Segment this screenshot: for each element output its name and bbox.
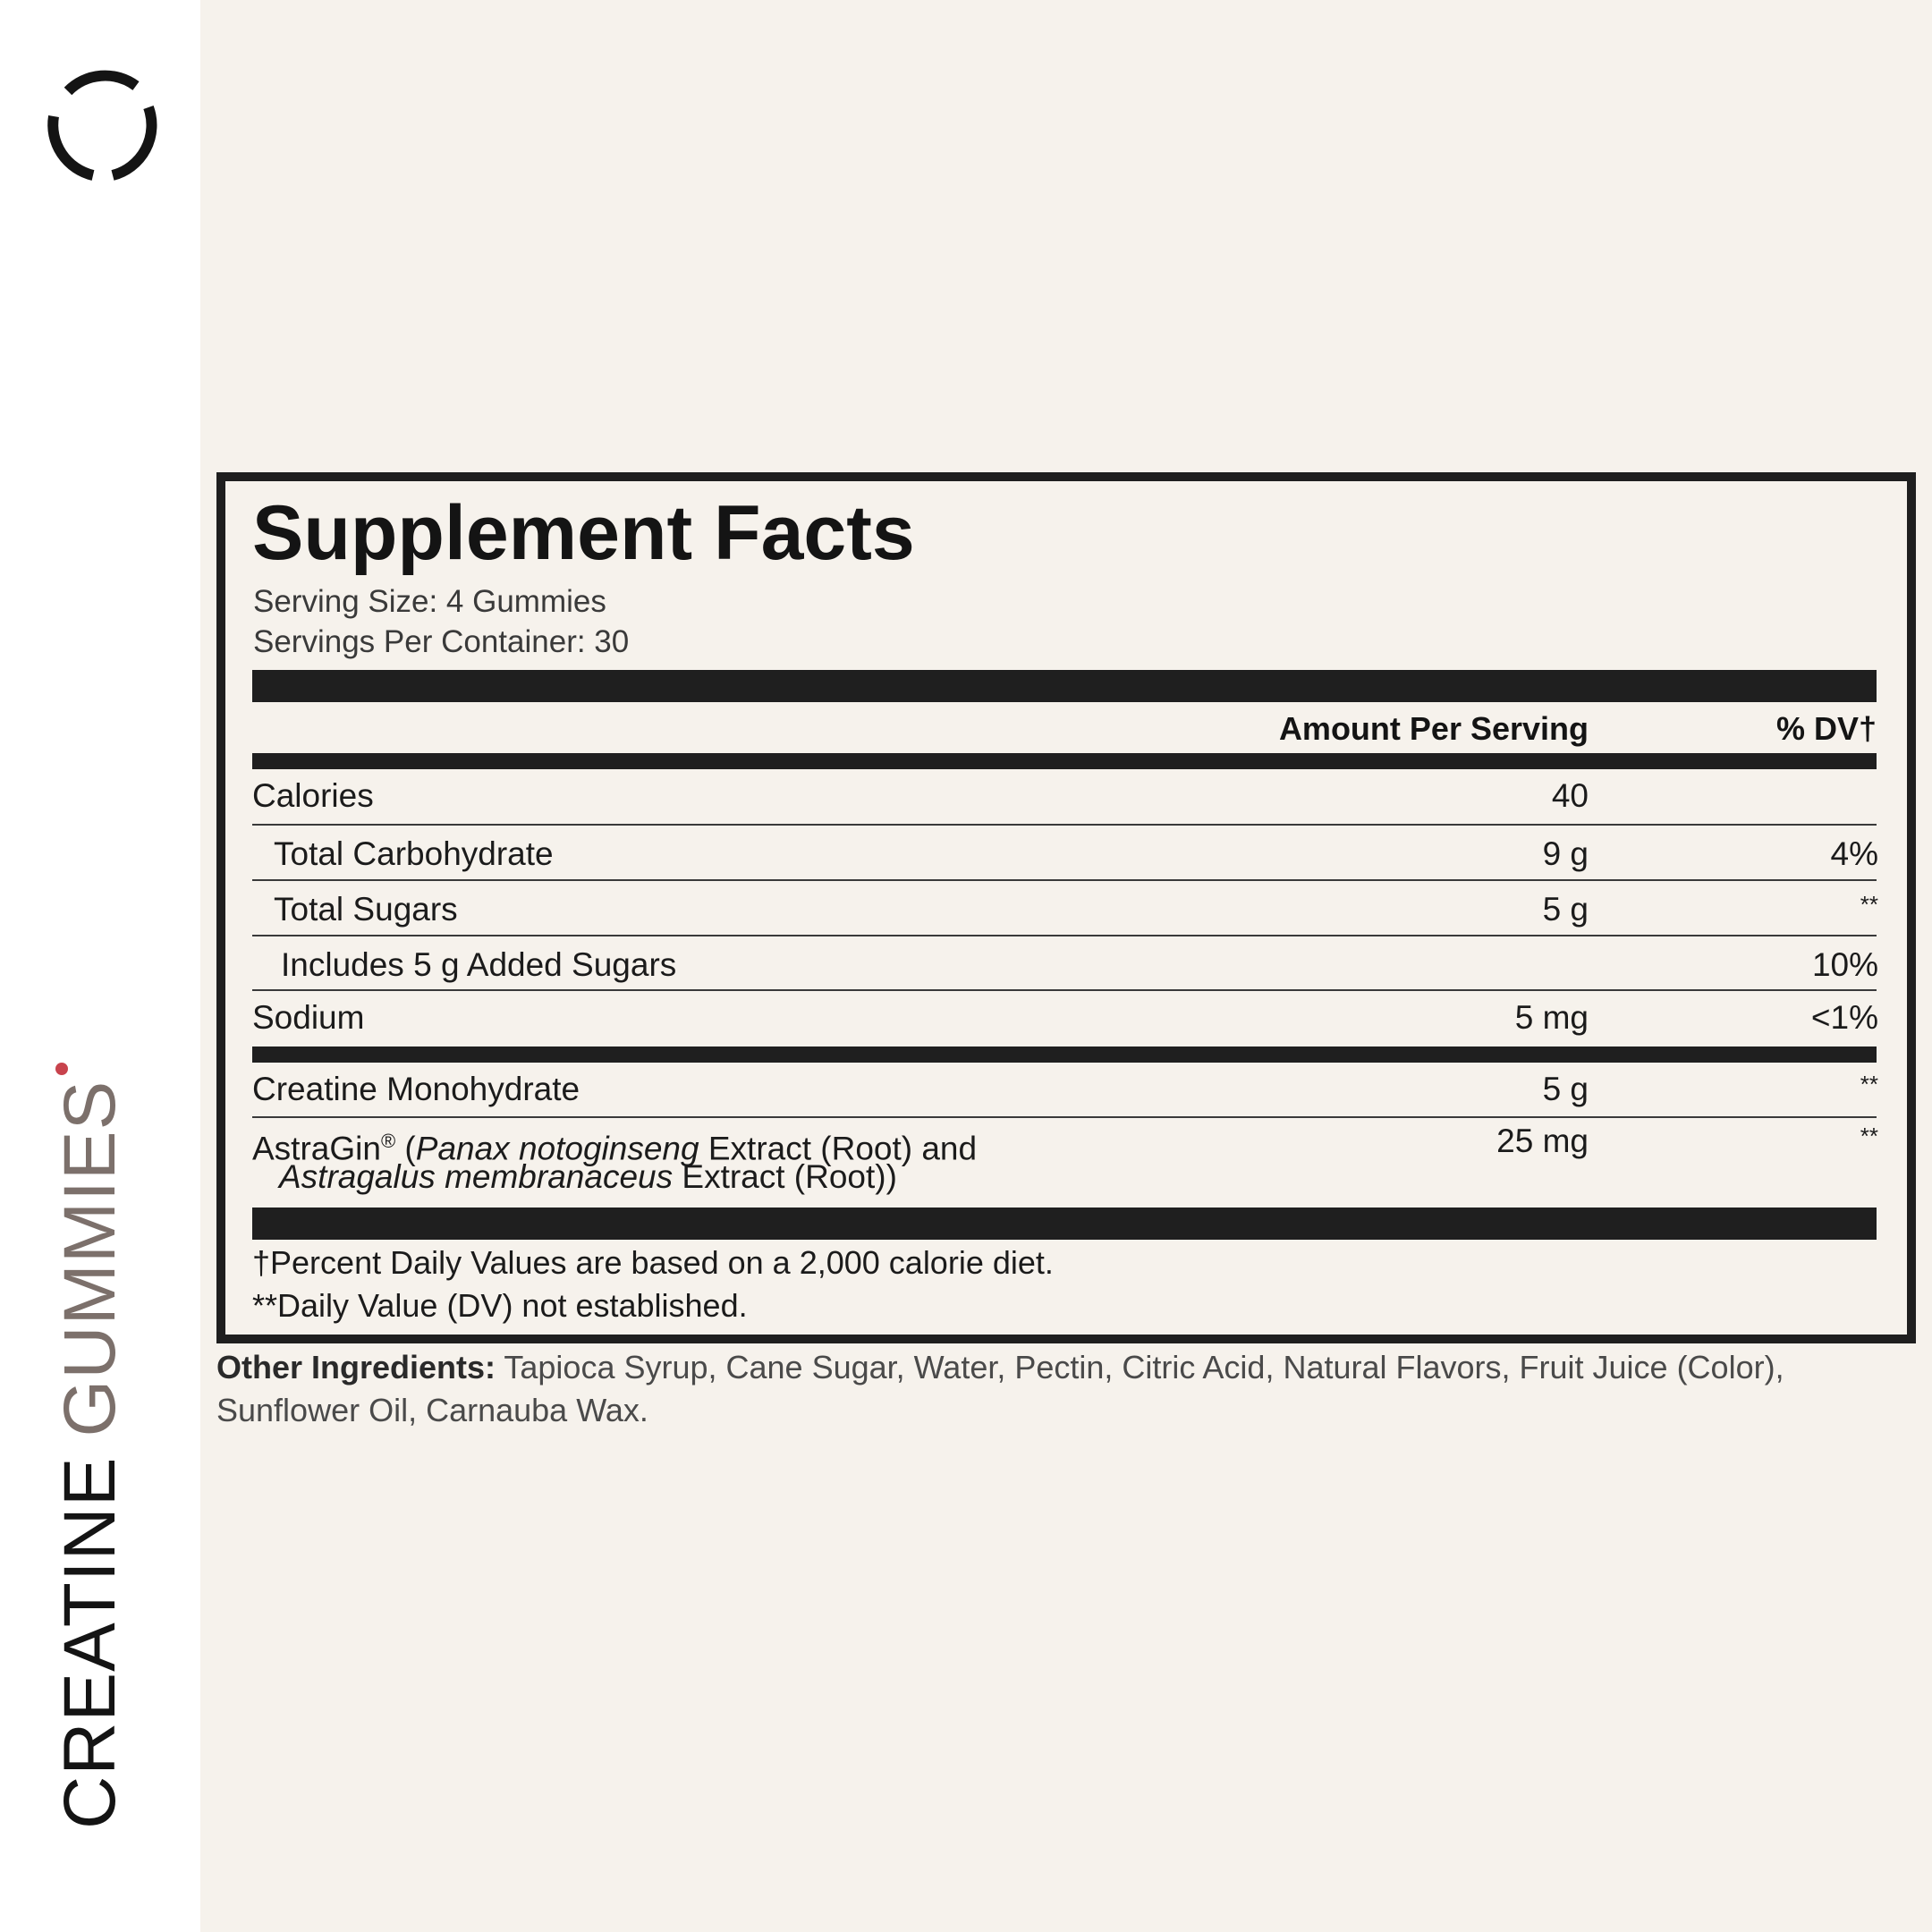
row-dv: ** [1860, 891, 1878, 918]
divider-medium [252, 1046, 1877, 1063]
row-amount: 5 g [1542, 1071, 1589, 1107]
astragin-open: ( [395, 1130, 416, 1167]
column-header-dv: % DV† [1775, 710, 1877, 747]
row-dv: <1% [1810, 999, 1878, 1036]
other-ingredients [216, 1346, 1916, 1432]
row-divider [252, 1116, 1877, 1118]
registered-mark: ® [380, 1130, 396, 1152]
row-label: Sodium [252, 999, 365, 1036]
astragin-label-line-2 [279, 1157, 897, 1198]
brand-dot-icon [55, 1063, 68, 1075]
footnote-dv-not-established: **Daily Value (DV) not established. [252, 1287, 748, 1324]
row-divider [252, 824, 1877, 826]
row-divider [252, 935, 1877, 936]
product-name-word-1: CREATINE [49, 1456, 131, 1829]
row-label: Total Carbohydrate [274, 835, 554, 872]
footnote-daily-values: †Percent Daily Values are based on a 2,000 calorie diet. [252, 1244, 1054, 1281]
row-label: Total Sugars [274, 891, 458, 928]
row-amount: 25 mg [1496, 1123, 1589, 1159]
species-panax: Panax notoginseng [415, 1130, 699, 1167]
divider-medium [252, 753, 1877, 769]
serving-size: Serving Size: 4 Gummies [253, 584, 606, 619]
product-name-word-2: GUMMIES [49, 1080, 131, 1437]
row-label: Includes 5 g Added Sugars [281, 946, 677, 983]
astragin-part-2: Extract (Root)) [673, 1158, 897, 1195]
row-dv: 10% [1811, 946, 1878, 983]
servings-per-container: Servings Per Container: 30 [253, 624, 630, 659]
row-amount: 5 mg [1514, 999, 1589, 1036]
divider-thick [252, 670, 1877, 702]
row-dv: ** [1860, 1071, 1878, 1097]
row-divider [252, 879, 1877, 881]
row-amount: 40 [1551, 777, 1589, 814]
open-ring-logo-icon [43, 64, 163, 184]
other-ingredients-label: Other Ingredients: [216, 1349, 496, 1385]
species-astragalus: Astragalus membranaceus [279, 1158, 674, 1195]
facts-row-astragin [252, 1121, 1878, 1203]
row-amount: 9 g [1542, 835, 1589, 872]
column-header-amount: Amount Per Serving [1278, 710, 1589, 747]
divider-thick [252, 1208, 1877, 1240]
astragin-part-1: Extract (Root) and [699, 1130, 978, 1167]
other-ingredients-text: Tapioca Syrup, Cane Sugar, Water, Pectin, Citric Acid, Natural Flavors, Fruit Juice (Color), Sunflower Oil, Carnauba Wax. [216, 1349, 1784, 1428]
row-dv: 4% [1830, 835, 1878, 872]
row-amount: 5 g [1542, 891, 1589, 928]
row-divider [252, 989, 1877, 991]
row-label: Calories [252, 777, 374, 814]
row-dv: ** [1860, 1123, 1878, 1149]
astragin-name: AstraGin [252, 1130, 381, 1167]
row-label: Creatine Monohydrate [252, 1071, 580, 1107]
facts-title: Supplement Facts [252, 490, 915, 576]
brand-sidebar [0, 0, 200, 1932]
product-name-vertical [49, 1063, 131, 1829]
